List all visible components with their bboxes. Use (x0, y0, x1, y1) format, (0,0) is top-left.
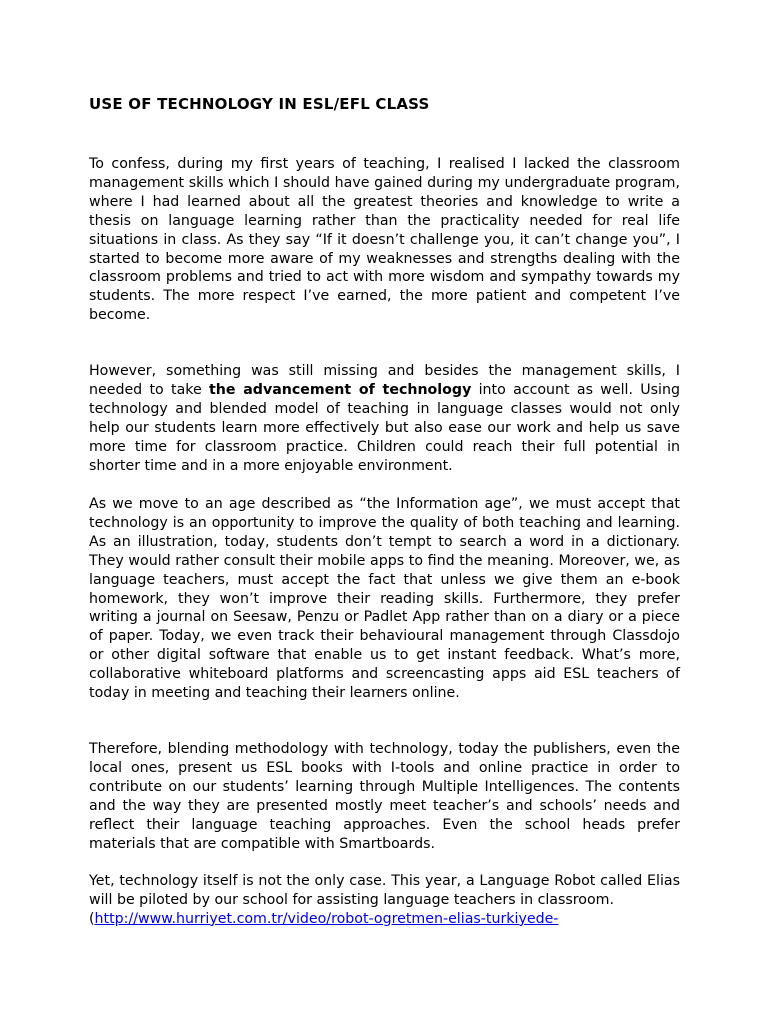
paragraph-information-age: As we move to an age described as “the Information age”, we must accept that technology is an opportunity to improve the quality of both teaching and learning. As an illustration, today, students don’t tempt to search a word in a dictionary. They would rather consult their mobile apps to find the meaning. Moreover, we, as language teachers, must accept the fact that unless we give them an e-book homework, they won’t improve their reading skills. Furthermore, they prefer writing a journal on Seesaw, Penzu or Padlet App rather than on a diary or a piece of paper. Today, we even track their behavioural management through Classdojo or other digital software that enable us to get instant feedback. What’s more, collaborative whiteboard platforms and screencasting apps aid ESL teachers of today in meeting and teaching their learners online. (89, 496, 680, 702)
document-title: USE OF TECHNOLOGY IN ESL/EFL CLASS (89, 95, 430, 113)
bold-phrase-advancement: the advancement of technology (209, 381, 472, 398)
paragraph-technology-need (89, 362, 680, 475)
paragraph-language-robot (89, 872, 680, 929)
hurriyet-video-link[interactable]: http://www.hurriyet.com.tr/video/robot-ogretmen-elias-turkiyede- (94, 910, 559, 927)
paragraph-blending-methodology: Therefore, blending methodology with technology, today the publishers, even the local ones, present us ESL books with I-tools and online practice in order to contribute on our students’ learning through Multiple Intelligences. The contents and the way they are presented mostly meet teacher’s and schools’ needs and reflect their language teaching approaches. Even the school heads prefer materials that are compatible with Smartboards. (89, 741, 680, 852)
paragraph-technology-need-end: into account as well. Using technology and blended model of teaching in language classes would not only help our students learn more effectively but also ease our work and help us save more time for classroom practice. Children could reach their full potential in shorter time and in a more enjoyable environment. (89, 381, 680, 474)
paragraph-language-robot-text: Yet, technology itself is not the only case. This year, a Language Robot called Elias will be piloted by our school for assisting language teachers in classroom. (89, 873, 680, 908)
paragraph-confession: To confess, during my first years of teaching, I realised I lacked the classroom management skills which I should have gained during my undergraduate program, where I had learned about all the greatest theories and knowledge to write a thesis on language learning rather than the practicality needed for real life situations in class. As they say “If it doesn’t challenge you, it can’t change you”, I started to become more aware of my weaknesses and strengths dealing with the classroom problems and tried to act with more wisdom and sympathy towards my students. The more respect I’ve earned, the more patient and competent I’ve become. (89, 156, 680, 324)
paragraph-technology-need-start: However, something was still missing and besides the management skills, I needed to take (89, 363, 680, 398)
link-open-paren: ( (89, 910, 95, 927)
